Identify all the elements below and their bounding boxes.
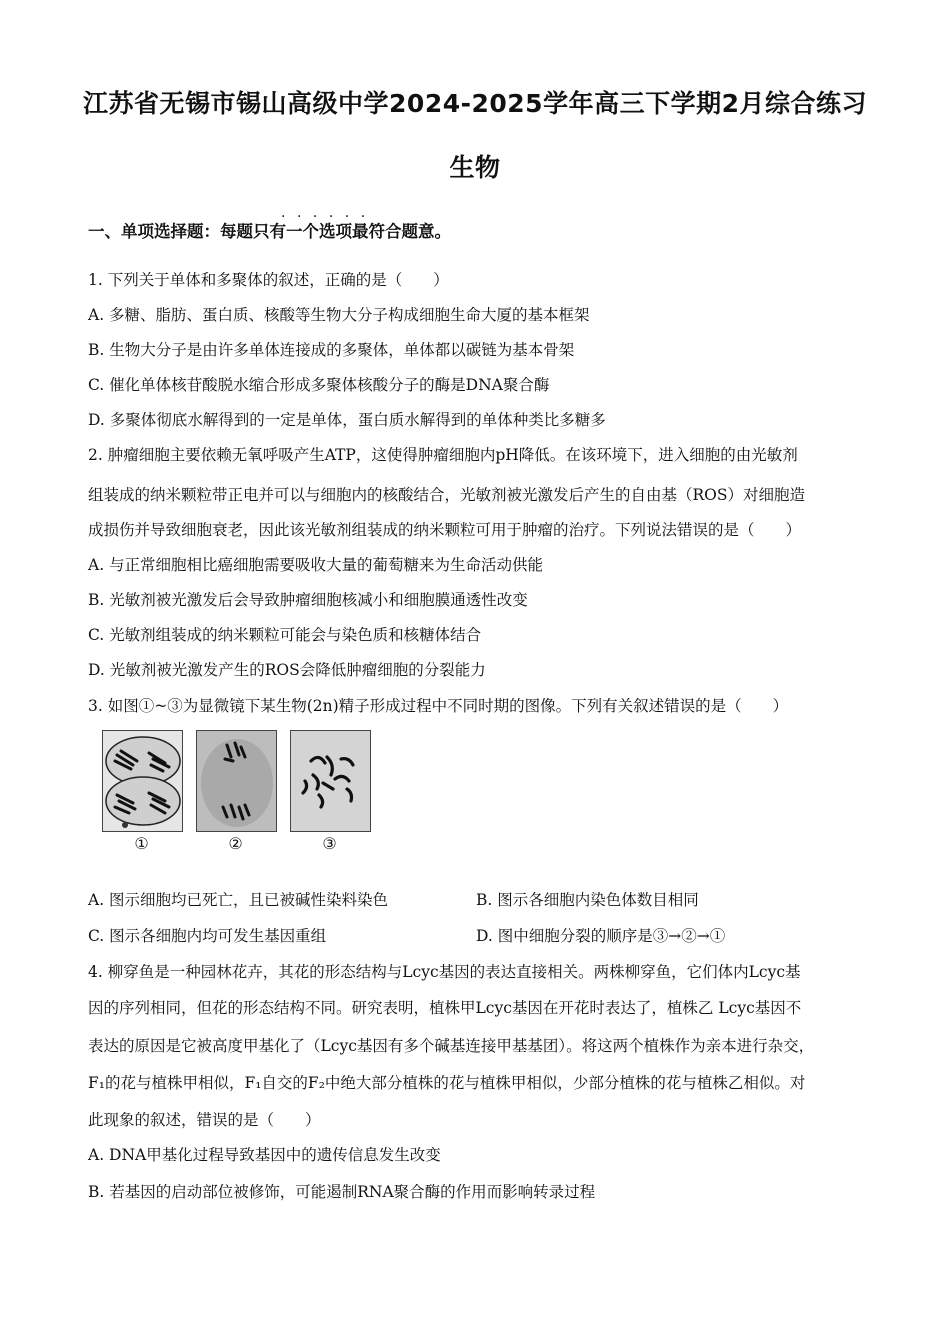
q2-option-d: D. 光敏剂被光激发产生的ROS会降低肿瘤细胞的分裂能力 (88, 661, 486, 679)
q1-option-c: C. 催化单体核苷酸脱水缩合形成多聚体核酸分子的酶是DNA聚合酶 (88, 376, 550, 394)
q3-stem: 3. 如图①~③为显微镜下某生物(2n)精子形成过程中不同时期的图像。下列有关叙述错误的是（ ） (88, 697, 789, 715)
q2-option-a: A. 与正常细胞相比癌细胞需要吸收大量的葡萄糖来为生命活动供能 (88, 556, 544, 574)
subject-title: 生物 (449, 153, 501, 182)
micrograph-1 (102, 730, 183, 832)
q2-stem-line-2: 组装成的纳米颗粒带正电并可以与细胞内的核酸结合，光敏剂被光激发后产生的自由基（ROS）对细胞造 (88, 486, 805, 504)
q4-option-a: A. DNA甲基化过程导致基因中的遗传信息发生改变 (88, 1146, 441, 1164)
emphasis-dots: ······ (281, 209, 377, 225)
micrograph-2 (196, 730, 277, 832)
q3-option-a: A. 图示细胞均已死亡，且已被碱性染料染色 (88, 891, 389, 909)
q4-stem-line-4: F₁的花与植株甲相似，F₁自交的F₂中绝大部分植株的花与植株甲相似，少部分植株的花与植株乙相似。对 (88, 1074, 806, 1092)
q3-option-d: D. 图中细胞分裂的顺序是③→②→① (476, 927, 726, 945)
q1-option-d: D. 多聚体彻底水解得到的一定是单体，蛋白质水解得到的单体种类比多糖多 (88, 411, 606, 429)
micrograph-figure (102, 730, 382, 860)
q1-option-a: A. 多糖、脂肪、蛋白质、核酸等生物大分子构成细胞生命大厦的基本框架 (88, 306, 590, 324)
figure-label-2: ② (228, 834, 243, 853)
page-title: 江苏省无锡市锡山高级中学2024-2025学年高三下学期2月综合练习 (83, 89, 867, 118)
section-heading: 一、单项选择题：每题只有一个选项最符合题意。 (88, 222, 451, 241)
q2-option-c: C. 光敏剂组装成的纳米颗粒可能会与染色质和核糖体结合 (88, 626, 482, 644)
q4-stem-line-3: 表达的原因是它被高度甲基化了（Lcyc基因有多个碱基连接甲基基团）。将这两个植株作为亲本进行杂交， (88, 1037, 815, 1055)
q3-option-c: C. 图示各细胞内均可发生基因重组 (88, 927, 327, 945)
q4-option-b: B. 若基因的启动部位被修饰，可能遏制RNA聚合酶的作用而影响转录过程 (88, 1183, 596, 1201)
q3-option-b: B. 图示各细胞内染色体数目相同 (476, 891, 699, 909)
q2-stem-line-1: 2. 肿瘤细胞主要依赖无氧呼吸产生ATP，这使得肿瘤细胞内pH降低。在该环境下，进入细胞的由光敏剂 (88, 446, 798, 464)
q2-option-b: B. 光敏剂被光激发后会导致肿瘤细胞核减小和细胞膜通透性改变 (88, 591, 528, 609)
q1-stem: 1. 下列关于单体和多聚体的叙述，正确的是（ ） (88, 271, 449, 289)
figure-label-3: ③ (322, 834, 337, 853)
q1-option-b: B. 生物大分子是由许多单体连接成的多聚体，单体都以碳链为基本骨架 (88, 341, 575, 359)
figure-label-1: ① (134, 834, 149, 853)
q4-stem-line-1: 4. 柳穿鱼是一种园林花卉，其花的形态结构与Lcyc基因的表达直接相关。两株柳穿鱼，它们体内Lcyc基 (88, 963, 801, 981)
q4-stem-line-2: 因的序列相同，但花的形态结构不同。研究表明，植株甲Lcyc基因在开花时表达了，植株乙 Lcyc基因不 (88, 999, 802, 1017)
micrograph-3 (290, 730, 371, 832)
q4-stem-line-5: 此现象的叙述，错误的是（ ） (88, 1111, 321, 1129)
q2-stem-line-3: 成损伤并导致细胞衰老，因此该光敏剂组装成的纳米颗粒可用于肿瘤的治疗。下列说法错误的是（ ） (88, 521, 802, 539)
